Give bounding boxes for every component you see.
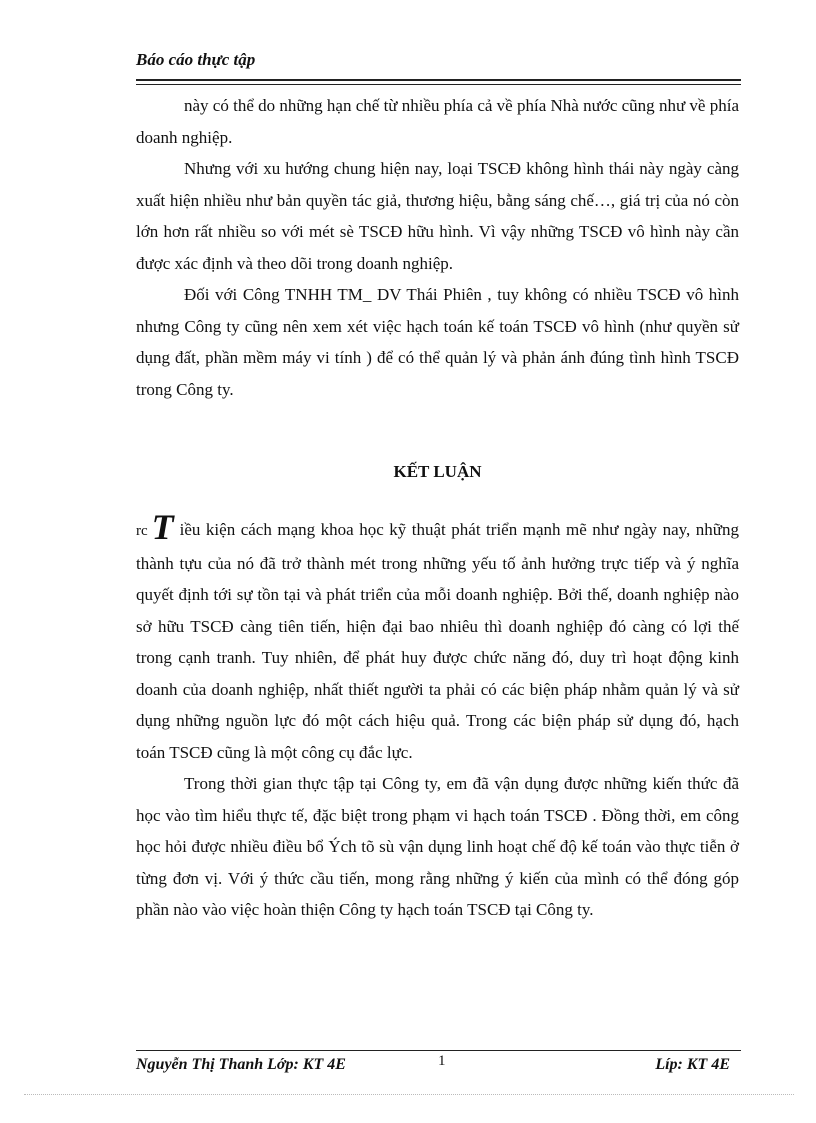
footer-author: Nguyễn Thị Thanh Lớp: KT 4E xyxy=(136,1056,346,1073)
conclusion-paragraph-2: Trong thời gian thực tập tại Công ty, em đã vận dụng được những kiến thức đã học vào tìm hiểu thực tế, đặc biệt trong phạm vi hạch toán TSCĐ . Đồng thời, em công học hỏi được nhiều điều bổ Ých tõ sù vận dụng linh hoạt chế độ kế toán vào thực tiễn ở từng đơn vị. Với ý thức cầu tiến, mong rằng những ý kiến của mình có thể đóng góp phần nào vào việc hoàn thiện Công ty hạch toán TSCĐ tại Công ty. xyxy=(136,774,739,919)
paragraph: Nhưng với xu hướng chung hiện nay, loại TSCĐ không hình thái này ngày càng xuất hiện nhiều như bản quyền tác giả, thương hiệu, bằng sáng chế…, giá trị của nó còn lớn hơn rất nhiều so với mét sè TSCĐ hữu hình. Vì vậy những TSCĐ vô hình này cần được xác định và theo dõi trong doanh nghiệp. xyxy=(136,159,739,273)
paragraph: này có thể do những hạn chế từ nhiều phía cả về phía Nhà nước cũng như về phía doanh nghiệp. xyxy=(136,96,739,147)
page-header-title: Báo cáo thực tập xyxy=(136,50,256,69)
header-rule-top xyxy=(136,79,741,81)
footer-rule xyxy=(136,1050,741,1051)
conclusion-paragraph-1 xyxy=(136,507,739,768)
page-number: 1 xyxy=(438,1053,446,1069)
footer-class: Líp: KT 4E xyxy=(655,1056,730,1073)
conclusion-heading: KẾT LUẬN xyxy=(393,462,482,481)
paragraph: Đối với Công TNHH TM_ DV Thái Phiên , tuy không có nhiều TSCĐ vô hình nhưng Công ty cũng nên xem xét việc hạch toán kế toán TSCĐ vô hình (như quyền sử dụng đất, phần mềm máy vi tính ) để có thể quản lý và phản ánh đúng tình hình TSCĐ trong Công ty. xyxy=(136,285,739,399)
conclusion-body xyxy=(136,507,739,926)
page-bottom-dotted-line xyxy=(24,1094,794,1095)
paragraph-text: iều kiện cách mạng khoa học kỹ thuật phát triển mạnh mẽ như ngày nay, những thành tựu của nó đã trở thành mét trong những yếu tố ảnh hưởng trực tiếp và ý nghĩa quyết định tới sự tồn tại và phát triển của mỗi doanh nghiệp. Bởi thế, doanh nghiệp nào sở hữu TSCĐ càng tiên tiến, hiện đại bao nhiêu thì doanh nghiệp đó càng có lợi thế trong cạnh tranh. Tuy nhiên, để phát huy được chức năng đó, duy trì hoạt động kinh doanh của doanh nghiệp, nhất thiết người ta phải có các biện pháp nhằm quản lý và sử dụng những nguồn lực đó một cách hiệu quả. Trong các biện pháp sử dụng đó, hạch toán TSCĐ cũng là một công cụ đắc lực. xyxy=(136,520,739,762)
dropcap-letter: T xyxy=(151,507,174,547)
header-rule-bottom xyxy=(136,84,741,85)
dropcap-prefix: rc xyxy=(136,523,148,539)
section-body xyxy=(136,90,739,405)
